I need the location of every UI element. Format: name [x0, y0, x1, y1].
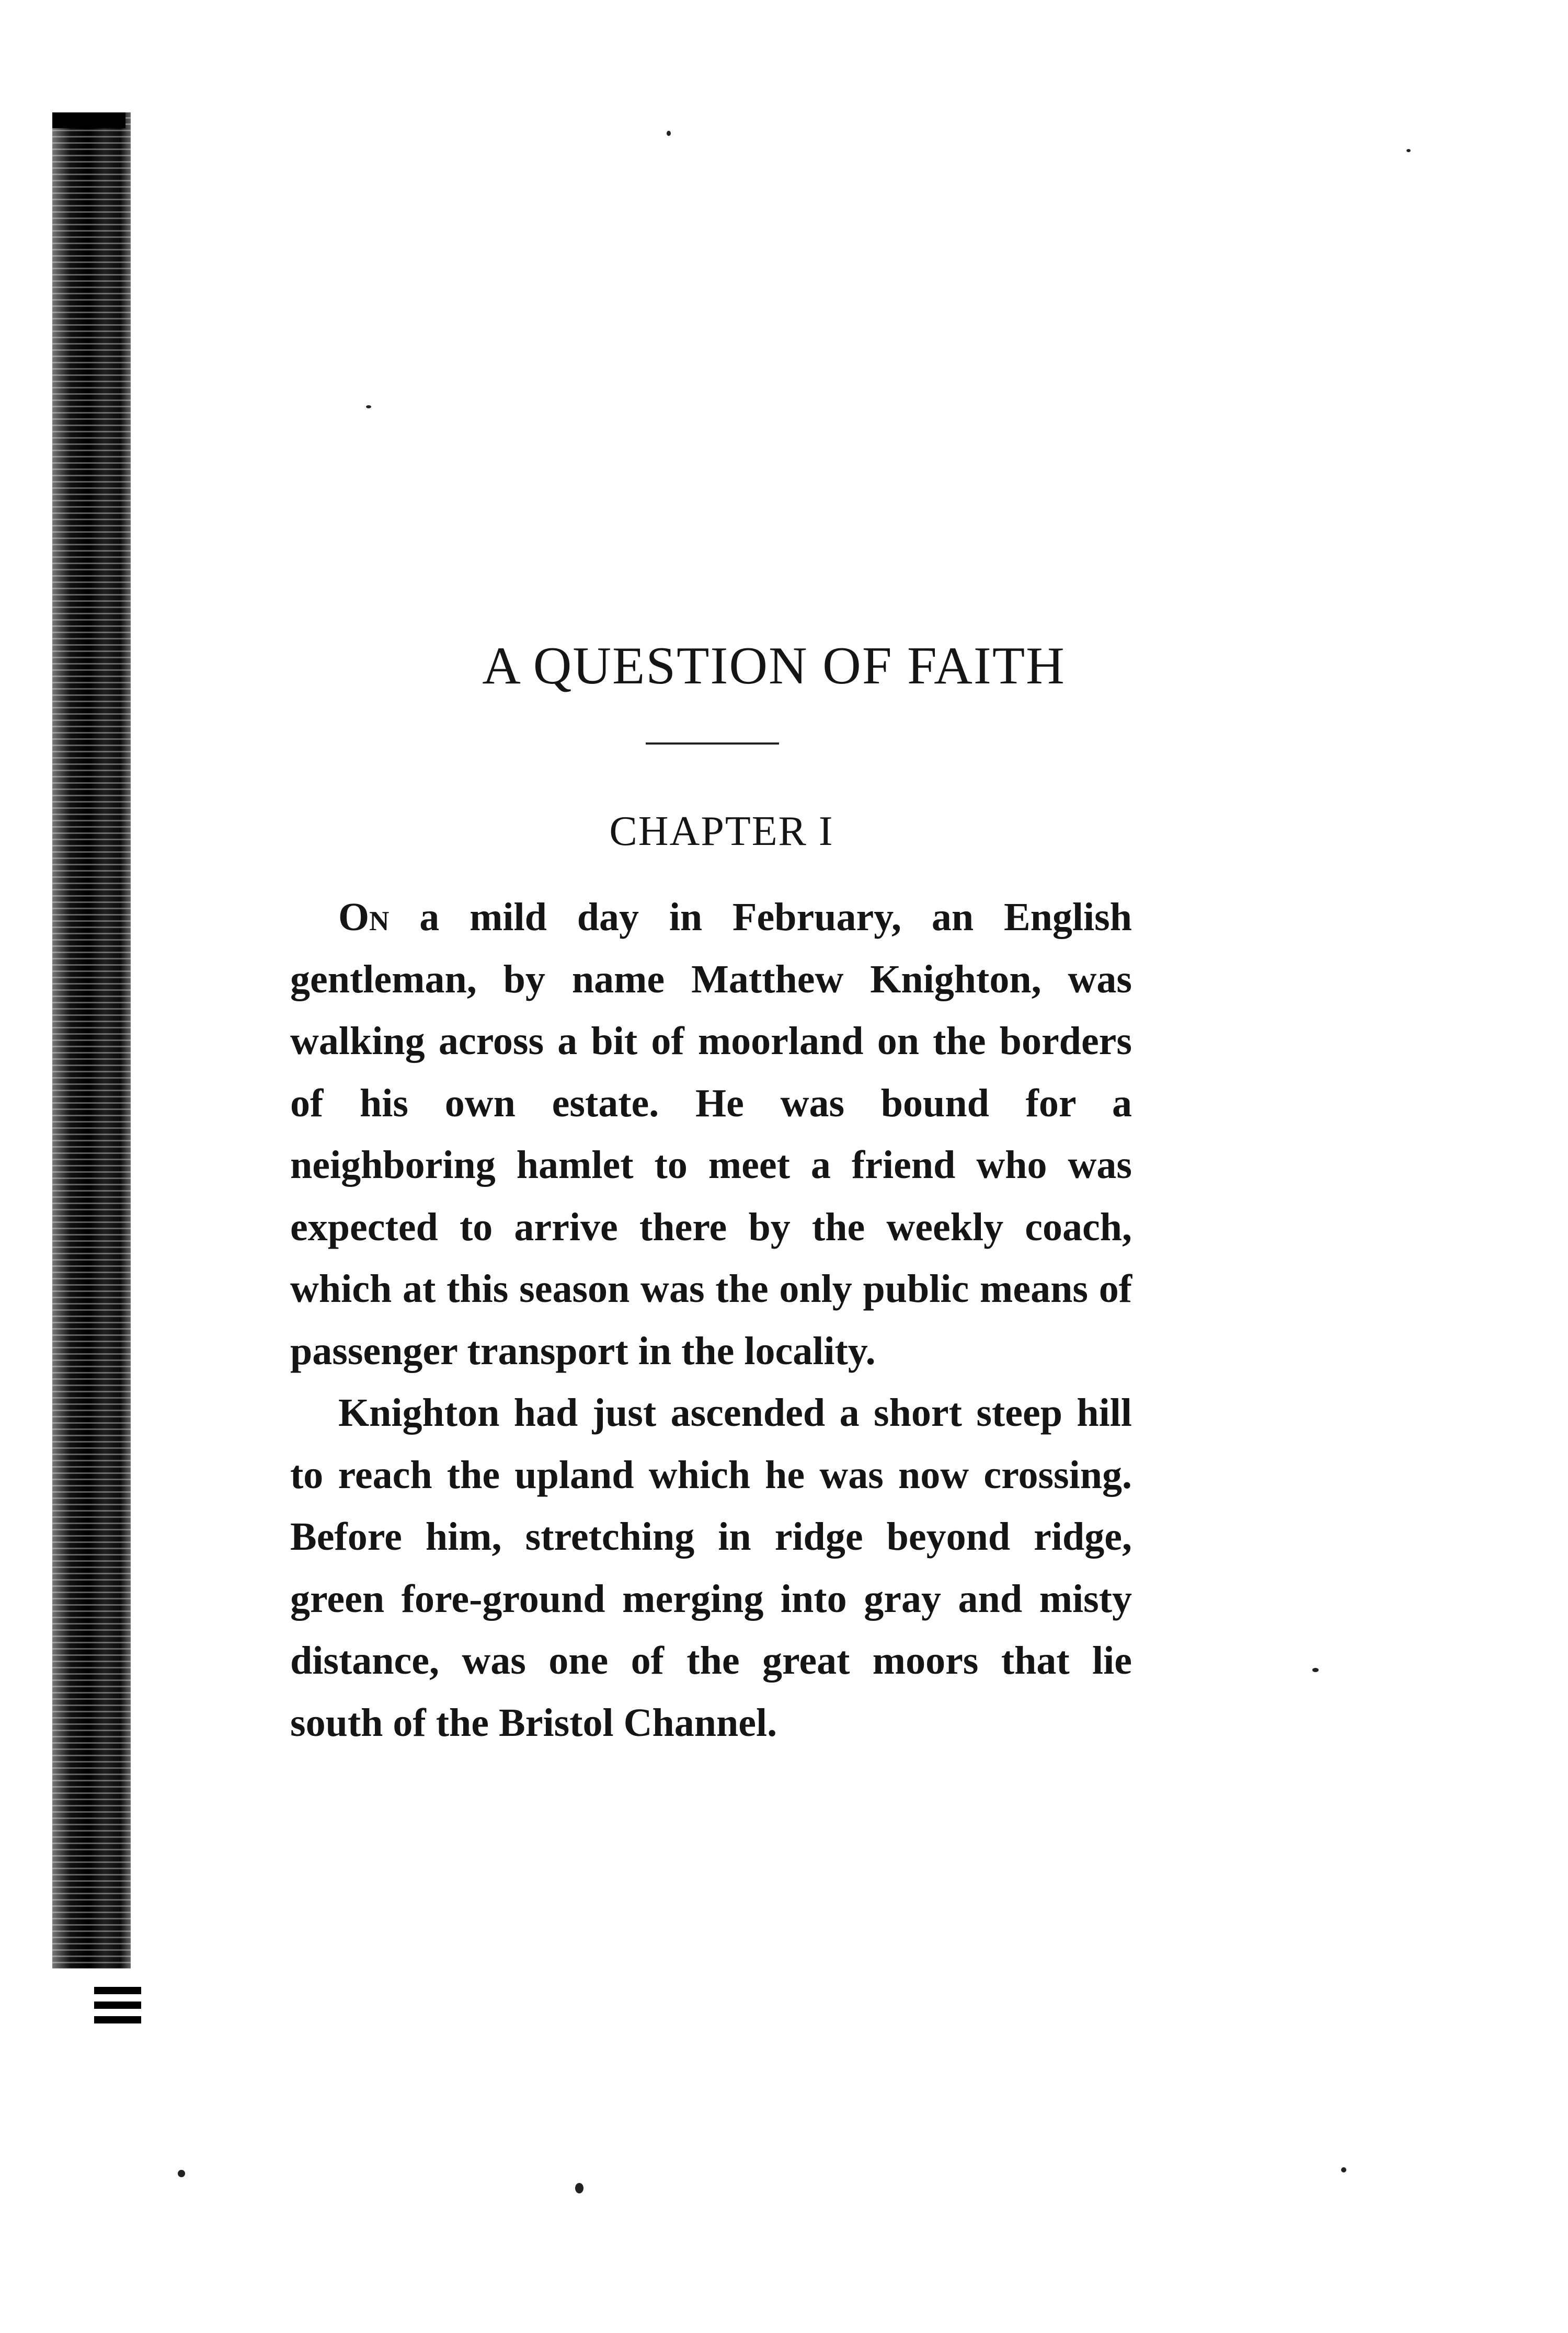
paragraph-1-text: a mild day in February, an English gentleman, by name Matthew Knighton, was walking across a bit of moorland on the borders of his own estate. He was bound for a neighboring hamlet to meet a friend who was expected to arrive there by the weekly coach, which at this season was the only public means of passenger transport in the locality.: [290, 895, 1132, 1373]
binding-top-mark: [52, 112, 125, 128]
scan-speck: [1406, 149, 1411, 152]
book-title: A QUESTION OF FAITH: [482, 636, 1066, 695]
scan-speck: [1312, 1668, 1319, 1672]
scan-speck: [1341, 2167, 1346, 2172]
chapter-body: [290, 886, 1132, 1754]
title-divider: [646, 742, 779, 745]
chapter-heading: CHAPTER I: [609, 808, 834, 854]
paragraph-2: Knighton had just ascended a short steep hill to reach the upland which he was now crossing. Before him, stretching in ridge beyond ridge, green fore-ground merging into gray and misty distance, was one of the great moors that lie south of the Bristol Channel.: [290, 1391, 1132, 1745]
scan-speck: [575, 2183, 583, 2193]
paragraph-1-lead: On: [338, 895, 390, 939]
scan-speck: [366, 405, 371, 408]
binding-tick-marks: [94, 1987, 141, 2044]
book-binding-edge: [52, 112, 131, 1969]
scan-speck: [178, 2170, 185, 2177]
paragraph-1: [290, 886, 1132, 1382]
scan-speck: [667, 131, 671, 136]
